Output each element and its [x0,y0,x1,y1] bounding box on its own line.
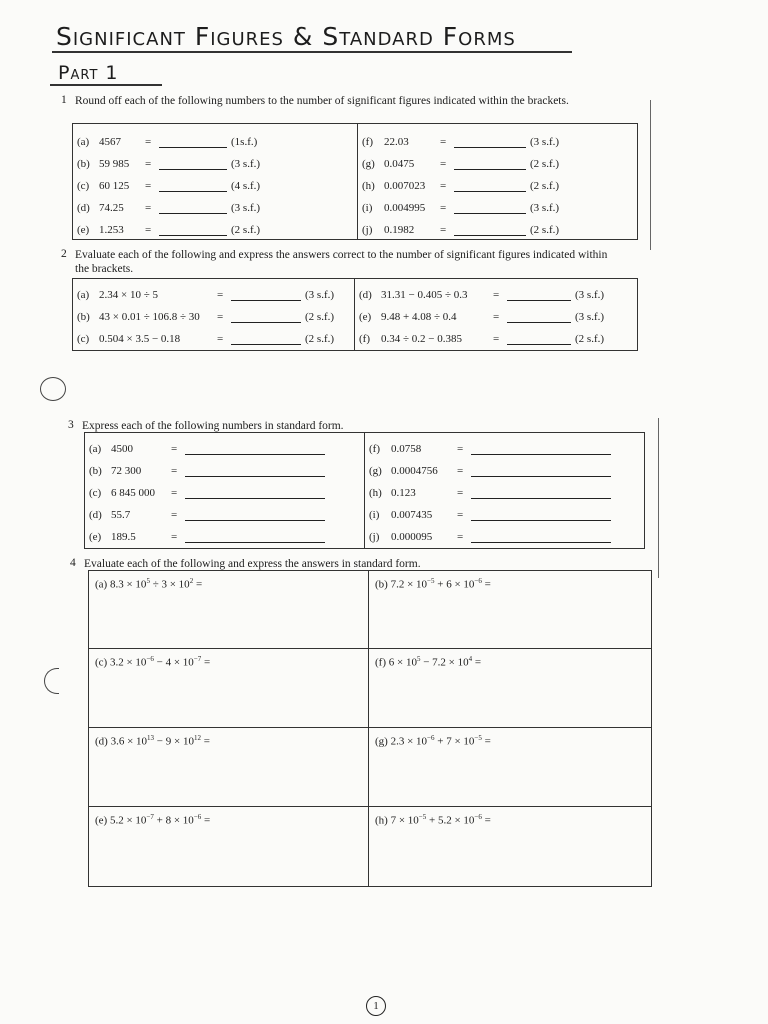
exponent: 2 [189,577,194,585]
equals-sign: = [493,311,500,323]
sig-fig-hint: (2 s.f.) [305,333,335,345]
answer-cell[interactable] [88,648,369,728]
item-expression: 55.7 [111,509,131,521]
item-label: (i) [369,509,380,521]
q1-instruction: Round off each of the following numbers to the number of significant figures indicated within the brackets. [75,95,569,107]
expression-part: + 8 × 10 [153,814,194,827]
answer-blank[interactable] [454,181,526,192]
sig-fig-hint: (2 s.f.) [530,180,560,192]
item-label: (a) [95,578,110,591]
part-heading: Part 1 [58,62,119,84]
question-item [358,192,637,214]
question-item [73,148,357,170]
exponent: −6 [474,577,482,585]
answer-blank[interactable] [471,510,611,521]
item-label: (e) [77,224,90,236]
item-label: (e) [95,814,110,827]
page-edge-line [650,100,651,250]
equals-sign: = [440,136,447,148]
sig-fig-hint: (3 s.f.) [530,202,560,214]
equals-sign: = [457,487,464,499]
question-item [355,279,637,301]
sig-fig-hint: (4 s.f.) [231,180,261,192]
item-expression: 0.34 ÷ 0.2 − 0.385 [381,333,462,345]
page-number: 1 [366,996,386,1016]
page-edge-line [658,418,659,578]
exponent: 5 [146,577,150,585]
item-label: (g) [362,158,375,170]
item-label: (a) [77,136,90,148]
answer-cell[interactable] [368,648,652,728]
question-item [365,521,644,543]
item-label: (d) [359,289,372,301]
equals-sign: = [481,578,491,591]
exponent: −6 [474,813,482,821]
equals-sign: = [493,333,500,345]
exponent: −6 [146,655,154,663]
item-expression: 6 845 000 [111,487,155,499]
expression-part: 5.2 × 10 [109,814,147,827]
question-item [85,521,364,543]
answer-blank[interactable] [454,159,526,170]
equals-sign: = [457,443,464,455]
item-label: (e) [89,531,102,543]
answer-blank[interactable] [159,181,227,192]
sig-fig-hint: (3 s.f.) [575,311,605,323]
item-expression: 31.31 − 0.405 ÷ 0.3 [381,289,468,301]
sig-fig-hint: (2 s.f.) [530,158,560,170]
expression-part: ÷ 3 × 10 [149,578,190,591]
answer-blank[interactable] [185,532,325,543]
answer-blank[interactable] [159,137,227,148]
item-expression: 43 × 0.01 ÷ 106.8 ÷ 30 [99,311,200,323]
item-expression: 9.48 + 4.08 ÷ 0.4 [381,311,457,323]
q2-right-column [355,279,638,351]
question-item [355,301,637,323]
equals-sign: = [171,531,178,543]
sig-fig-hint: (1s.f.) [231,136,258,148]
item-expression: 2.34 × 10 ÷ 5 [99,289,158,301]
q2-table [72,278,638,351]
item-label: (h) [369,487,382,499]
sig-fig-hint: (3 s.f.) [231,158,261,170]
item-label: (i) [362,202,373,214]
expression-part: − 9 × 10 [154,735,194,748]
question-item [365,433,644,455]
question-item [73,170,357,192]
expression-part: 7.2 × 10 [390,578,428,591]
question-item [73,279,354,301]
equals-sign: = [171,509,178,521]
equals-sign: = [493,289,500,301]
equals-sign: = [457,531,464,543]
exponent: 5 [416,655,421,663]
equals-sign: = [440,180,447,192]
item-label: (b) [77,311,90,323]
item-expression: 0.004995 [384,202,426,214]
sig-fig-hint: (2 s.f.) [305,311,335,323]
expression-part: 3.2 × 10 [109,656,147,669]
answer-blank[interactable] [507,334,571,345]
question-item [73,214,357,236]
answer-blank[interactable] [185,510,325,521]
answer-blank[interactable] [454,225,526,236]
item-label: (c) [95,656,110,669]
exponent: −5 [427,577,435,585]
equals-sign: = [145,136,152,148]
q1-table [72,123,638,240]
answer-blank[interactable] [159,225,227,236]
expression-part: 2.3 × 10 [390,735,428,748]
item-label: (f) [369,443,380,455]
q1-left-column [73,124,358,240]
exponent: 13 [147,734,155,742]
item-label: (d) [89,509,102,521]
q3-number: 3 [68,419,74,431]
expression-part: 6 × 10 [388,656,417,669]
item-label: (j) [362,224,373,236]
item-expression: 0.007435 [391,509,433,521]
item-label: (h) [362,180,375,192]
item-expression: 0.504 × 3.5 − 0.18 [99,333,181,345]
sig-fig-hint: (3 s.f.) [530,136,560,148]
q2-number: 2 [61,248,67,260]
item-label: (b) [375,578,391,591]
item-label: (d) [77,202,90,214]
item-label: (e) [359,311,372,323]
item-label: (f) [375,656,389,669]
question-item [85,499,364,521]
item-expression: 0.007023 [384,180,426,192]
question-item [358,170,637,192]
item-expression: 4567 [99,136,121,148]
item-expression: 59 985 [99,158,130,170]
item-label: (a) [77,289,90,301]
answer-blank[interactable] [159,203,227,214]
item-expression: 0.0475 [384,158,415,170]
answer-cell[interactable] [368,570,652,649]
answer-blank[interactable] [231,334,301,345]
expression-part: 8.3 × 10 [109,578,147,591]
question-item [73,323,354,345]
item-expression: 4500 [111,443,133,455]
equals-sign: = [440,158,447,170]
answer-cell[interactable] [368,727,652,807]
exponent: −5 [474,734,482,742]
expression-part: − 7.2 × 10 [420,656,469,669]
equals-sign: = [171,465,178,477]
item-label: (d) [95,735,111,748]
sig-fig-hint: (2 s.f.) [530,224,560,236]
equals-sign: = [457,465,464,477]
equals-sign: = [200,735,210,748]
binder-hole-mark [44,668,59,694]
item-label: (h) [375,814,391,827]
answer-cell[interactable] [88,727,369,807]
question-item [365,477,644,499]
question-item [358,126,637,148]
question-item [85,477,364,499]
sig-fig-hint: (2 s.f.) [231,224,261,236]
item-expression: 22.03 [384,136,409,148]
question-item [358,214,637,236]
q4-instruction: Evaluate each of the following and express the answers in standard form. [84,558,421,570]
answer-blank[interactable] [471,532,611,543]
q1-number: 1 [61,94,67,106]
exponent: 4 [468,655,473,663]
item-expression: 1.253 [99,224,124,236]
worksheet-title: Significant Figures & Standard Forms [56,22,516,51]
binder-hole-mark [40,377,66,401]
item-label: (c) [77,180,90,192]
expression-part: + 5.2 × 10 [426,814,475,827]
question-item [85,455,364,477]
equals-sign: = [171,487,178,499]
exponent: 12 [193,734,201,742]
answer-blank[interactable] [185,488,325,499]
answer-cell[interactable] [368,806,652,887]
equals-sign: = [217,289,224,301]
item-label: (c) [89,487,102,499]
item-label: (f) [362,136,373,148]
q1-right-column [358,124,638,240]
item-expression: 189.5 [111,531,136,543]
answer-blank[interactable] [185,444,325,455]
item-expression: 0.000095 [391,531,433,543]
equals-sign: = [457,509,464,521]
answer-blank[interactable] [471,488,611,499]
sig-fig-hint: (3 s.f.) [231,202,261,214]
equals-sign: = [201,814,211,827]
exponent: −7 [193,655,202,663]
sig-fig-hint: (3 s.f.) [575,289,605,301]
item-label: (a) [89,443,102,455]
question-item [73,126,357,148]
item-label: (c) [77,333,90,345]
item-expression: 0.1982 [384,224,415,236]
q3-right-column [365,433,645,549]
answer-blank[interactable] [185,466,325,477]
item-expression: 60 125 [99,180,130,192]
equals-sign: = [472,656,482,669]
expression-part: 3.6 × 10 [110,735,148,748]
question-item [73,301,354,323]
question-item [355,323,637,345]
item-label: (j) [369,531,380,543]
answer-blank[interactable] [454,203,526,214]
equals-sign: = [440,202,447,214]
equals-sign: = [145,202,152,214]
item-expression: 72 300 [111,465,142,477]
equals-sign: = [217,333,224,345]
answer-blank[interactable] [471,444,611,455]
question-item [358,148,637,170]
q2-left-column [73,279,355,351]
equals-sign: = [201,656,211,669]
item-label: (g) [369,465,382,477]
exponent: −7 [146,813,154,821]
question-item [365,455,644,477]
question-item [73,192,357,214]
item-expression: 74.25 [99,202,124,214]
answer-blank[interactable] [231,312,301,323]
sig-fig-hint: (3 s.f.) [305,289,335,301]
expression-part: − 4 × 10 [153,656,194,669]
item-label: (b) [89,465,102,477]
title-underline [52,51,572,53]
item-label: (f) [359,333,370,345]
item-label: (b) [77,158,90,170]
expression-part: 7 × 10 [390,814,419,827]
equals-sign: = [171,443,178,455]
expression-part: + 6 × 10 [434,578,475,591]
answer-blank[interactable] [159,159,227,170]
item-expression: 0.0004756 [391,465,438,477]
q4-number: 4 [70,557,76,569]
q2-instruction: Evaluate each of the following and express the answers correct to the number of significant figures indicated within the brackets. [75,249,608,275]
exponent: −5 [418,813,427,821]
question-item [365,499,644,521]
item-label: (g) [375,735,391,748]
expression-part: + 7 × 10 [434,735,475,748]
answer-blank[interactable] [231,290,301,301]
equals-sign: = [481,735,491,748]
item-expression: 0.0758 [391,443,422,455]
answer-blank[interactable] [507,312,571,323]
equals-sign: = [481,814,491,827]
q4-answer-grid [88,570,652,886]
part-underline [50,84,162,86]
q3-instruction: Express each of the following numbers in standard form. [82,420,344,432]
answer-cell[interactable] [88,806,369,887]
equals-sign: = [145,180,152,192]
exponent: −6 [427,734,435,742]
answer-blank[interactable] [471,466,611,477]
equals-sign: = [145,224,152,236]
answer-blank[interactable] [507,290,571,301]
answer-cell[interactable] [88,570,369,649]
equals-sign: = [145,158,152,170]
equals-sign: = [217,311,224,323]
q3-left-column [85,433,365,549]
q3-table [84,432,645,549]
exponent: −6 [193,813,202,821]
question-item [85,433,364,455]
item-expression: 0.123 [391,487,416,499]
sig-fig-hint: (2 s.f.) [575,333,605,345]
equals-sign: = [193,578,203,591]
equals-sign: = [440,224,447,236]
answer-blank[interactable] [454,137,526,148]
